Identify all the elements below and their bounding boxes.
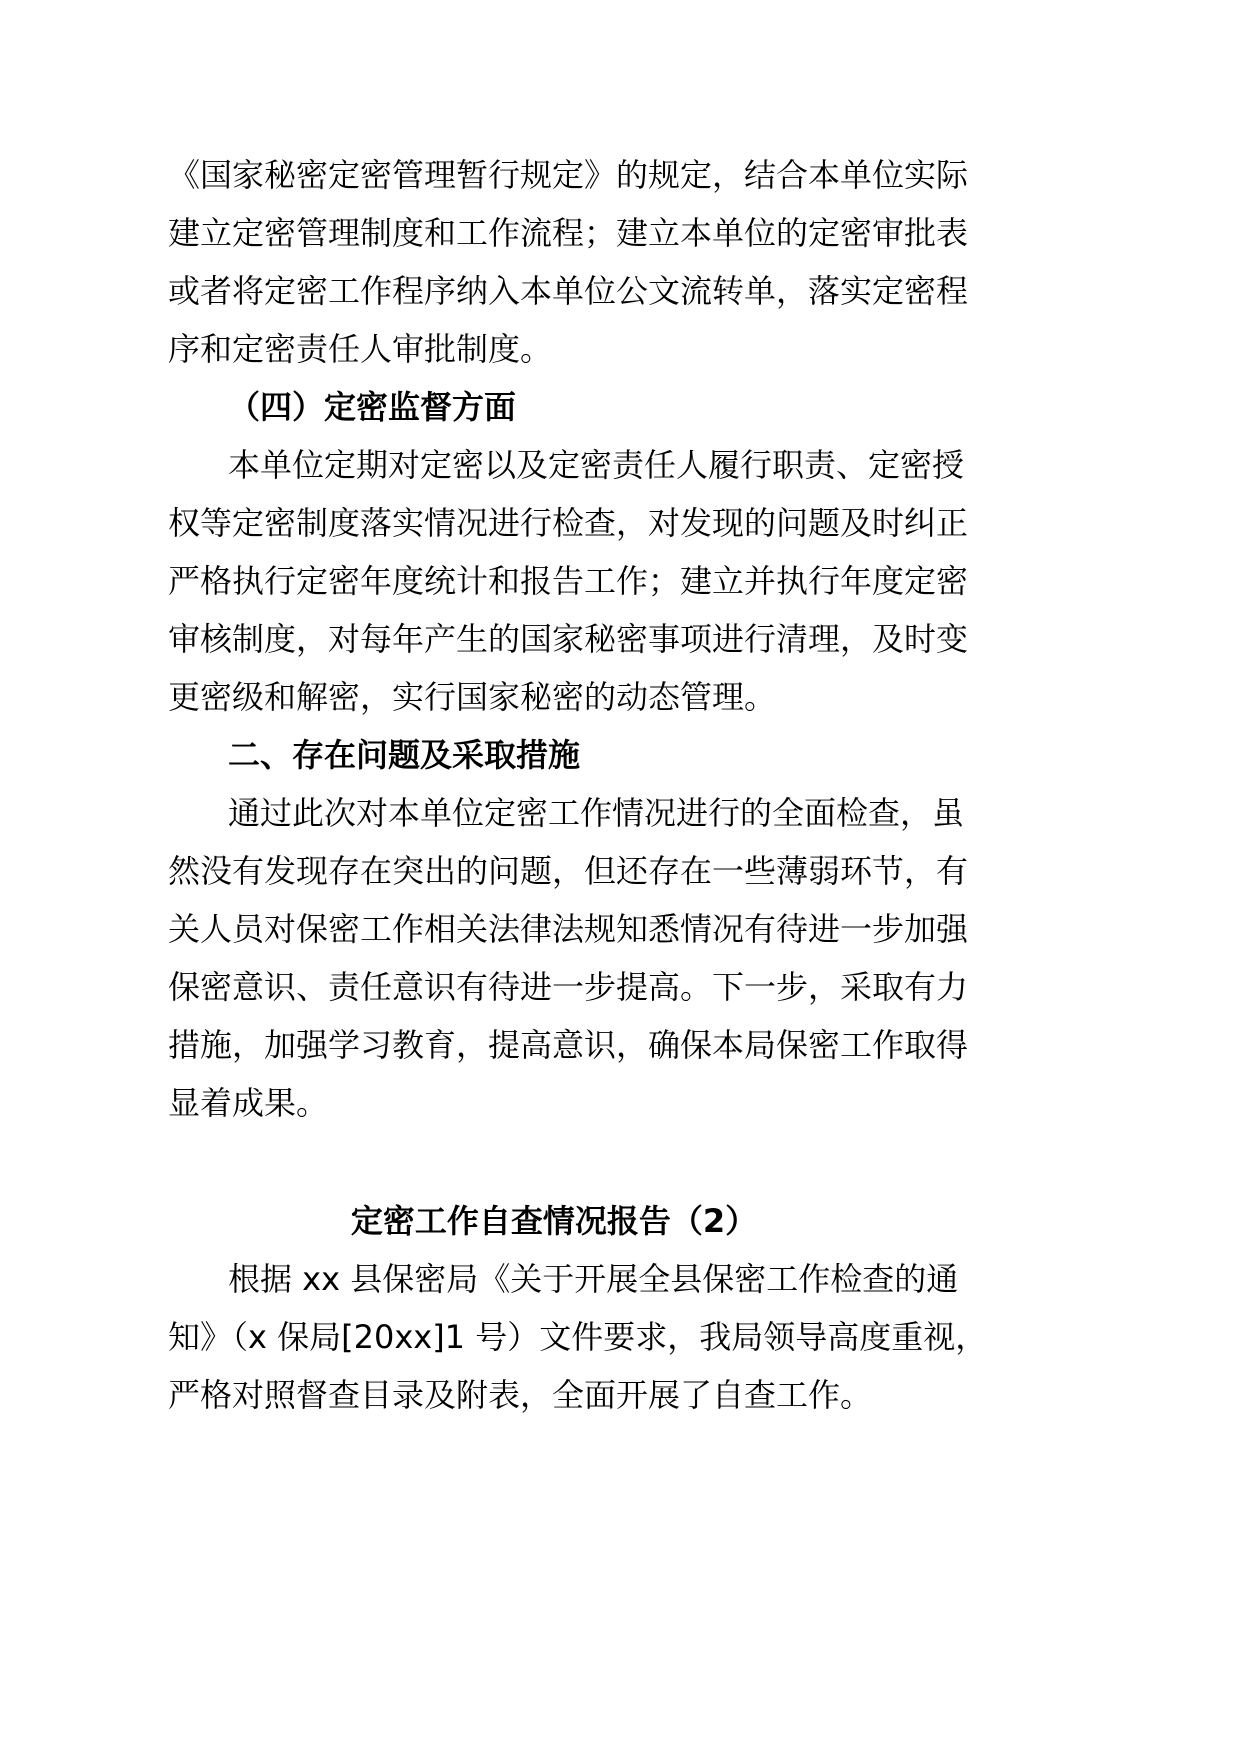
text-line: 显着成果。 — [168, 1084, 329, 1122]
text-line: 根据 xx 县保密局《关于开展全县保密工作检查的通 — [228, 1260, 959, 1298]
text-line: 建立定密管理制度和工作流程；建立本单位的定密审批表 — [168, 214, 969, 252]
report-title: 定密工作自查情况报告（2） — [350, 1202, 758, 1240]
text-line: 关人员对保密工作相关法律法规知悉情况有待进一步加强 — [168, 910, 969, 948]
text-line: 保密意识、责任意识有待进一步提高。下一步，采取有力 — [168, 968, 969, 1006]
text-line: 措施，加强学习教育，提高意识，确保本局保密工作取得 — [168, 1026, 969, 1064]
text-line: 《国家秘密定密管理暂行规定》的规定，结合本单位实际 — [168, 156, 969, 194]
text-line: 通过此次对本单位定密工作情况进行的全面检查，虽 — [228, 794, 965, 832]
text-line: 本单位定期对定密以及定密责任人履行职责、定密授 — [228, 446, 965, 484]
text-line: 知》（x 保局[20xx]1 号）文件要求，我局领导高度重视， — [168, 1318, 988, 1356]
text-line: 严格执行定密年度统计和报告工作；建立并执行年度定密 — [168, 562, 969, 600]
text-line: 权等定密制度落实情况进行检查，对发现的问题及时纠正 — [168, 504, 969, 542]
text-line: 严格对照督查目录及附表，全面开展了自查工作。 — [168, 1376, 873, 1414]
text-line: 审核制度，对每年产生的国家秘密事项进行清理，及时变 — [168, 620, 969, 658]
section-heading: （四）定密监督方面 — [228, 388, 517, 426]
text-line: 序和定密责任人审批制度。 — [168, 330, 553, 368]
text-line: 更密级和解密，实行国家秘密的动态管理。 — [168, 678, 777, 716]
text-line: 或者将定密工作程序纳入本单位公文流转单，落实定密程 — [168, 272, 969, 310]
section-heading: 二、存在问题及采取措施 — [228, 736, 581, 774]
text-line: 然没有发现存在突出的问题，但还存在一些薄弱环节，有 — [168, 852, 969, 890]
